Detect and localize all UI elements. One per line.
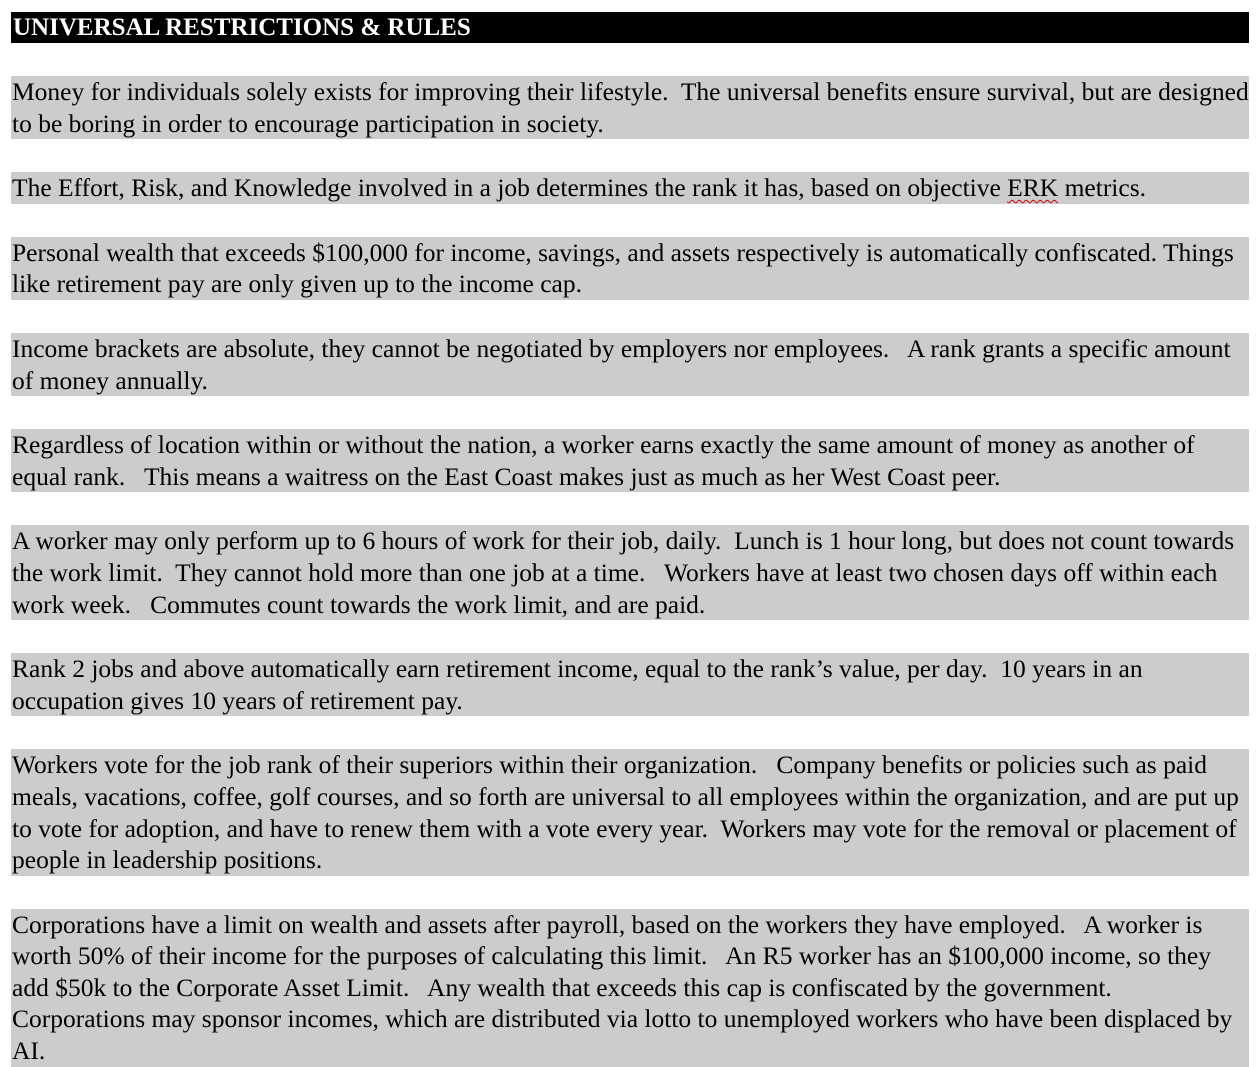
paragraph-location-equality: Regardless of location within or without the nation, a worker earns exactly the same amount of money as another of equal rank. This means a waitress on the East Coast makes just as much as her West Coast peer. xyxy=(11,429,1249,492)
erk-text-after: metrics. xyxy=(1058,173,1147,203)
erk-word: ERK xyxy=(1007,173,1059,203)
section-heading: UNIVERSAL RESTRICTIONS & RULES xyxy=(11,12,1249,43)
paragraph-wealth-cap: Personal wealth that exceeds $100,000 for income, savings, and assets respectively is automatically confiscated. Things like retirement pay are only given up to the income cap. xyxy=(11,237,1249,300)
paragraph-work-limit: A worker may only perform up to 6 hours of work for their job, daily. Lunch is 1 hour long, but does not count towards the work limit. They cannot hold more than one job at a time. Workers have at least two chosen days off within each work week. Commutes count towards the work limit, and are paid. xyxy=(11,525,1249,620)
paragraph-erk-rank xyxy=(11,172,1249,204)
paragraph-retirement: Rank 2 jobs and above automatically earn retirement income, equal to the rank’s value, per day. 10 years in an occupation gives 10 years of retirement pay. xyxy=(11,653,1249,716)
paragraph-income-brackets: Income brackets are absolute, they cannot be negotiated by employers nor employees. A rank grants a specific amount of money annually. xyxy=(11,333,1249,396)
paragraph-corporate-limit: Corporations have a limit on wealth and assets after payroll, based on the workers they have employed. A worker is worth 50% of their income for the purposes of calculating this limit. An R5 worker has an $100,000 income, so they add $50k to the Corporate Asset Limit. Any wealth that exceeds this cap is confiscated by the government. Corporations may sponsor incomes, which are distributed via lotto to unemployed workers who have been displaced by AI. xyxy=(11,909,1249,1067)
paragraph-worker-votes: Workers vote for the job rank of their superiors within their organization. Company benefits or policies such as paid meals, vacations, coffee, golf courses, and so forth are universal to all employees within the organization, and are put up to vote for adoption, and have to renew them with a vote every year. Workers may vote for the removal or placement of people in leadership positions. xyxy=(11,749,1249,875)
document-body xyxy=(11,12,1256,1067)
paragraph-money-purpose: Money for individuals solely exists for improving their lifestyle. The universal benefits ensure survival, but are designed to be boring in order to encourage participation in society. xyxy=(12,77,1256,138)
erk-text-before: The Effort, Risk, and Knowledge involved in a job determines the rank it has, based on objective xyxy=(12,173,1008,203)
